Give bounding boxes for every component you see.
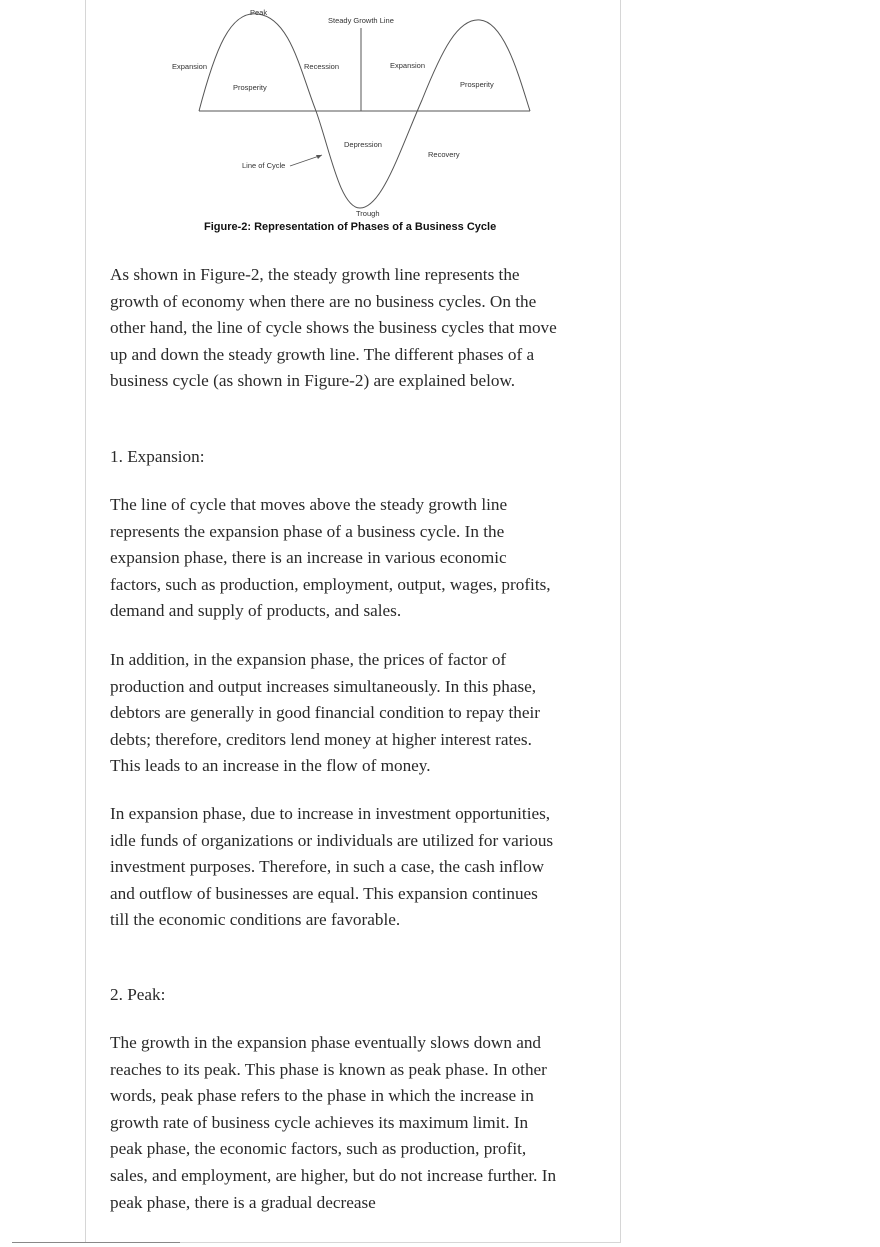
label-trough: Trough [356,209,380,218]
heading-peak: 2. Peak: [110,985,166,1004]
intro-paragraph: As shown in Figure-2, the steady growth line represents the growth of economy when there are no business cycles. On the other hand, the line of cycle shows the business cycles that move up and down the steady growth line. The different phases of a business cycle (as shown in Figure-2) are explained below. [110,265,557,391]
label-recession: Recession [304,62,340,71]
label-expansion-left: Expansion [172,62,208,71]
label-depression: Depression [344,140,382,149]
label-prosperity-left: Prosperity [233,83,267,92]
label-line-of-cycle: Line of Cycle [242,161,286,170]
label-peak: Peak [250,8,268,17]
label-expansion-right: Expansion [390,61,426,70]
expansion-paragraph-2: In addition, in the expansion phase, the prices of factor of production and output increases simultaneously. In this phase, debtors are generally in good financial condition to repay their debts; therefore, creditors lend money at higher interest rates. This leads to an increase in the flow of money. [110,650,541,776]
business-cycle-figure [160,0,560,240]
footnote-rule [12,1242,180,1243]
page-bottom-border [180,1242,621,1243]
peak-paragraph-1: The growth in the expansion phase eventually slows down and reaches to its peak. This phase is known as peak phase. In other words, peak phase refers to the phase in which the increase in growth rate of business cycle achieves its maximum limit. In peak phase, the economic factors, such as production, profit, sales, and employment, are higher, but do not increase further. In peak phase, there is a gradual decrease [110,1033,557,1212]
expansion-paragraph-1: The line of cycle that moves above the steady growth line represents the expansion phase of a business cycle. In the expansion phase, there is an increase in various economic factors, such as production, employment, output, wages, profits, demand and supply of products, and sales. [110,495,551,621]
expansion-paragraph-3: In expansion phase, due to increase in investment opportunities, idle funds of organizations or individuals are utilized for various investment purposes. Therefore, in such a case, the cash inflow and outflow of businesses are equal. This expansion continues till the economic conditions are favorable. [110,804,554,930]
label-prosperity-right: Prosperity [460,80,494,89]
label-recovery: Recovery [428,150,460,159]
label-steady-growth-line: Steady Growth Line [328,16,394,25]
business-cycle-diagram [160,0,560,240]
figure-caption: Figure-2: Representation of Phases of a Business Cycle [204,221,497,233]
heading-expansion: 1. Expansion: [110,447,205,466]
